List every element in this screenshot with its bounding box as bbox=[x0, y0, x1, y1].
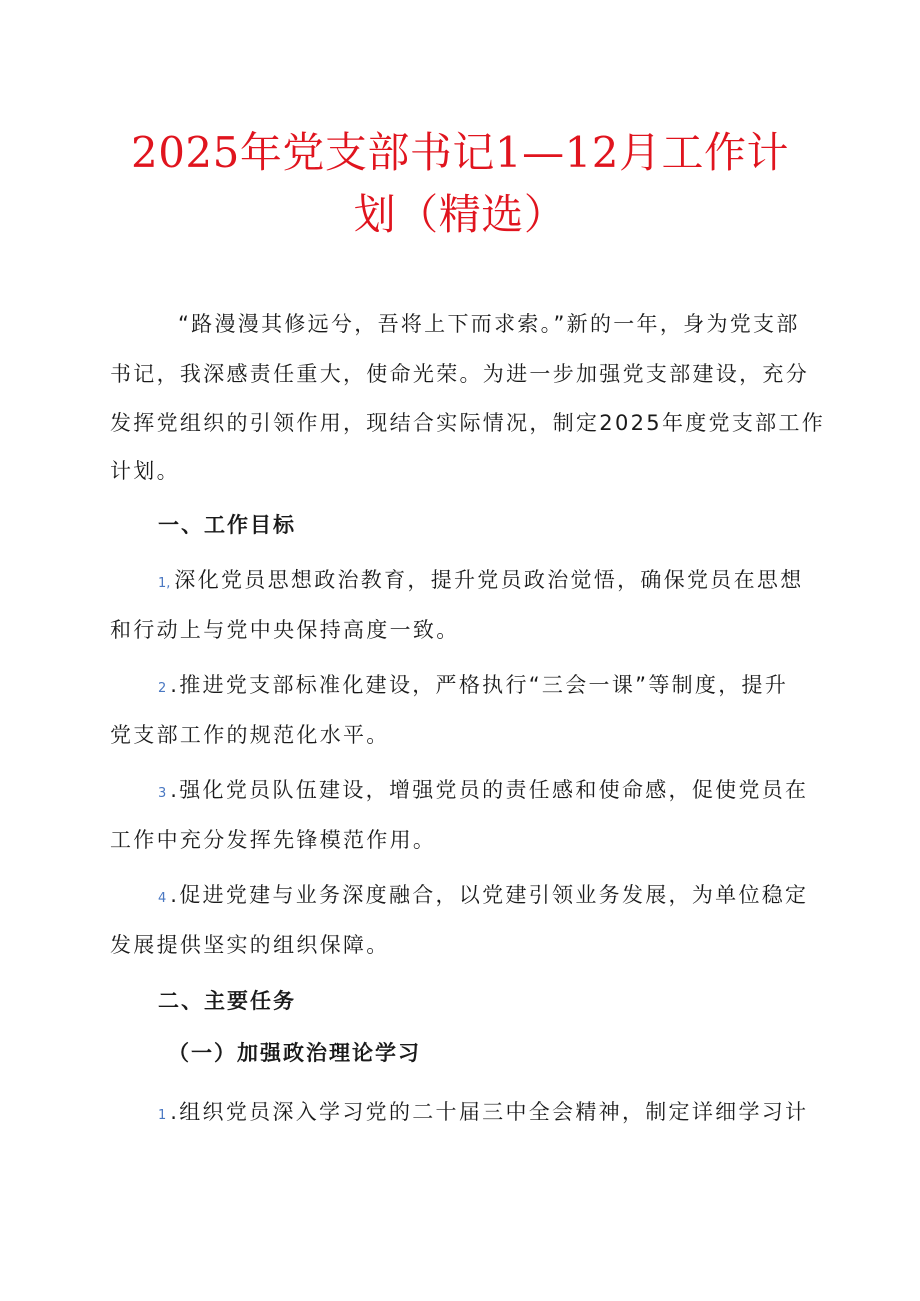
item-text: .促进党建与业务深度融合，以党建引领业务发展，为单位稳定 bbox=[170, 883, 809, 907]
section-2-item-1-line-1 bbox=[158, 1087, 858, 1141]
section-1-item-1-line-1 bbox=[158, 555, 858, 609]
item-number: 4 bbox=[158, 891, 167, 906]
section-2-subheading: （一）加强政治理论学习 bbox=[168, 1041, 421, 1065]
section-1-item-1-line-2: 和行动上与党中央保持高度一致。 bbox=[110, 618, 460, 642]
document-title-line-2: 划（精选） bbox=[353, 190, 567, 239]
intro-line-2: 书记，我深感责任重大，使命光荣。为进一步加强党支部建设，充分 bbox=[110, 362, 809, 386]
section-2-heading: 二、主要任务 bbox=[158, 989, 296, 1013]
document-title-line-1: 2025年党支部书记1—12月工作计 bbox=[130, 128, 790, 177]
section-1-heading: 一、工作目标 bbox=[158, 513, 296, 537]
section-1-item-3-line-2: 工作中充分发挥先锋模范作用。 bbox=[110, 828, 437, 852]
item-text: .强化党员队伍建设，增强党员的责任感和使命感，促使党员在 bbox=[170, 778, 809, 802]
section-1-item-4-line-2: 发展提供坚实的组织保障。 bbox=[110, 933, 390, 957]
item-number: 3 bbox=[158, 786, 167, 801]
intro-line-3: 发挥党组织的引领作用，现结合实际情况，制定2025年度党支部工作 bbox=[110, 411, 826, 435]
section-1-item-4-line-1 bbox=[158, 870, 858, 924]
item-text: 深化党员思想政治教育，提升党员政治觉悟，确保党员在思想 bbox=[174, 568, 804, 592]
section-1-item-2-line-1 bbox=[158, 660, 858, 714]
intro-line-4: 计划。 bbox=[110, 459, 180, 483]
item-number: 1 bbox=[158, 1108, 167, 1123]
section-1-item-3-line-1 bbox=[158, 765, 858, 819]
section-1-item-2-line-2: 党支部工作的规范化水平。 bbox=[110, 723, 390, 747]
intro-line-1: “路漫漫其修远兮，吾将上下而求索。”新的一年，身为党支部 bbox=[178, 312, 800, 336]
item-number: 1, bbox=[158, 576, 171, 591]
item-text: .推进党支部标准化建设，严格执行“三会一课”等制度，提升 bbox=[170, 673, 789, 697]
item-text: .组织党员深入学习党的二十届三中全会精神，制定详细学习计 bbox=[170, 1100, 809, 1124]
item-number: 2 bbox=[158, 681, 167, 696]
